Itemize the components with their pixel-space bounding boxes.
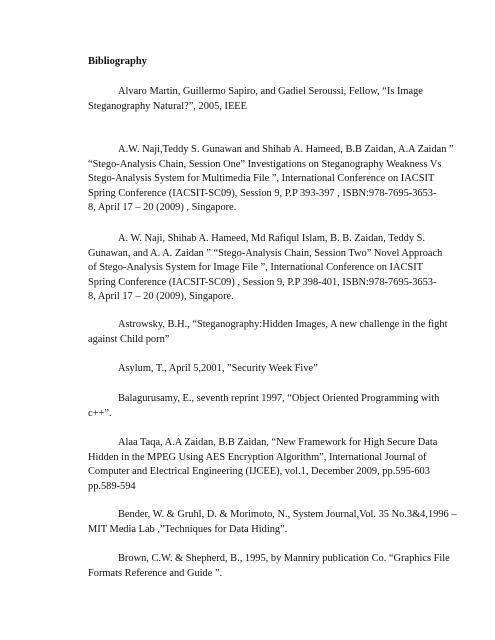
reference-line: 8, April 17 – 20 (2009), Singapore.	[88, 291, 234, 303]
reference-line: Brown, C.W. & Shepherd, B., 1995, by Manniry publication Co. “Graphics File	[118, 553, 450, 564]
bibliography-heading: Bibliography	[88, 56, 147, 67]
reference-entry	[88, 143, 454, 216]
reference-line: Alaa Taqa, A.A Zaidan, B.B Zaidan, “New Framework for High Secure Data	[118, 437, 438, 448]
reference-line: Stego-Analysis System for Multimedia File ”, International Conference on IACSIT	[88, 173, 435, 185]
reference-line: against Child porn”	[88, 333, 170, 345]
reference-line: Gunawan, and A. A. Zaidan ” “Stego-Analysis Chain, Session Two” Novel Approach	[88, 247, 443, 259]
reference-entry	[88, 436, 438, 494]
reference-line: Steganography Natural?”, 2005, IEEE	[88, 100, 247, 112]
reference-entry	[118, 362, 420, 377]
reference-line: pp.589-594	[88, 480, 136, 492]
reference-line: Asylum, T., April 5,2001, ”Security Week Five”	[118, 363, 318, 374]
reference-line: A.W. Naji,Teddy S. Gunawan and Shihab A. Hameed, B.B Zaidan, A.A Zaidan ”	[118, 144, 454, 155]
reference-line: of Stego-Analysis System for Image File ”, International Conference on IACSIT	[88, 262, 424, 274]
reference-line: Spring Conference (IACSIT-SC09) , Session 9, P.P 398-401, ISBN:978-7695-3653-	[88, 276, 437, 288]
reference-line: Formats Reference and Guide ”.	[88, 567, 223, 579]
reference-line: Balagurusamy, E., seventh reprint 1997, “Object Oriented Programming with	[118, 393, 440, 404]
reference-line: “Stego-Analysis Chain, Session One” Investigations on Steganography Weakness Vs	[88, 158, 442, 170]
reference-line: Astrowsky, B.H., “Steganography:Hidden Images, A new challenge in the fight	[118, 319, 448, 330]
reference-line: MIT Media Lab ,”Techniques for Data Hiding”.	[88, 523, 288, 535]
reference-entry	[88, 232, 443, 305]
reference-line: Bender, W. & Gruhl, D. & Morimoto, N., System Journal,Vol. 35 No.3&4,1996 –	[118, 509, 457, 520]
reference-entry	[88, 392, 440, 421]
reference-line: Alvaro Martin, Guillermo Sapiro, and Gadiel Seroussi, Fellow, “Is Image	[118, 86, 423, 97]
reference-line: Hidden in the MPEG Using AES Encryption Algorithm”, International Journal of	[88, 451, 427, 463]
reference-entry	[88, 552, 450, 581]
reference-entry	[88, 318, 448, 347]
reference-line: Computer and Electrical Engineering (IJCEE), vol.1, December 2009, pp.595-603	[88, 466, 430, 478]
reference-line: c++”.	[88, 407, 112, 419]
reference-line: 8, April 17 – 20 (2009) , Singapore.	[88, 202, 237, 214]
reference-entry	[88, 508, 457, 537]
reference-entry	[88, 85, 423, 114]
reference-line: A. W. Naji, Shihab A. Hameed, Md Rafiqul Islam, B. B. Zaidan, Teddy S.	[118, 233, 426, 244]
reference-line: Spring Conference (IACSIT-SC09), Session 9, P.P 393-397 , ISBN:978-7695-3653-	[88, 187, 437, 199]
